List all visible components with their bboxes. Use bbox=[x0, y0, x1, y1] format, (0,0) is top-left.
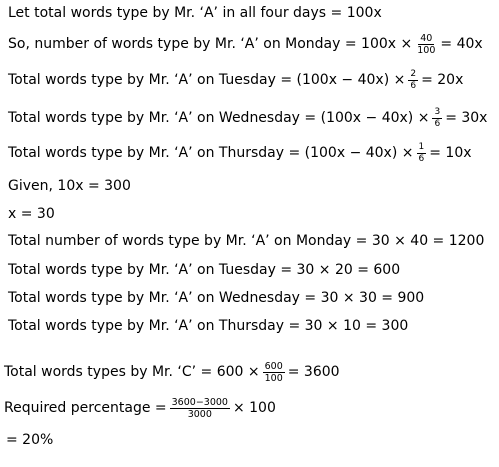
line-required-percentage bbox=[4, 396, 276, 420]
fraction-denominator: 3000 bbox=[187, 408, 212, 420]
line-total-words-assumption bbox=[8, 1, 382, 25]
line-text: Total number of words type by Mr. ‘A’ on Monday = 30 × 40 = 1200 bbox=[8, 233, 485, 249]
fraction bbox=[417, 142, 427, 165]
fraction-denominator: 100 bbox=[417, 44, 436, 56]
line-result: = 40x bbox=[440, 36, 483, 52]
line-text: Total words types by Mr. ‘C’ = 600 × bbox=[4, 364, 260, 380]
line-given bbox=[8, 174, 131, 198]
fraction-denominator: 6 bbox=[410, 80, 417, 91]
fraction bbox=[408, 69, 418, 92]
line-text: Total words type by Mr. ‘A’ on Thursday = 30 × 10 = 300 bbox=[8, 318, 409, 334]
line-mr-c-total bbox=[4, 360, 340, 384]
fraction-numerator: 3600−3000 bbox=[171, 396, 228, 408]
line-thursday-total bbox=[8, 314, 408, 338]
fraction bbox=[170, 397, 230, 420]
line-tuesday-words bbox=[8, 68, 463, 92]
line-result: = 20x bbox=[421, 72, 464, 88]
fraction bbox=[415, 33, 437, 56]
line-text: Required percentage = bbox=[4, 400, 167, 416]
line-text: Total words type by Mr. ‘A’ on Tuesday = (100x − 40x) × bbox=[8, 72, 406, 88]
line-text: x = 30 bbox=[8, 206, 55, 222]
fraction-numerator: 600 bbox=[264, 360, 283, 372]
fraction bbox=[263, 361, 285, 384]
line-result: = 30x bbox=[445, 110, 488, 126]
line-text: Total words type by Mr. ‘A’ on Thursday = (100x − 40x) × bbox=[8, 145, 414, 161]
line-wednesday-total bbox=[8, 286, 424, 310]
line-result: × 100 bbox=[232, 400, 276, 416]
fraction-denominator: 6 bbox=[434, 118, 441, 129]
line-text: Total words type by Mr. ‘A’ on Tuesday = 30 × 20 = 600 bbox=[8, 262, 401, 278]
fraction-numerator: 2 bbox=[410, 68, 417, 79]
line-monday-words bbox=[8, 32, 483, 56]
fraction-denominator: 100 bbox=[264, 372, 283, 384]
line-x-value bbox=[8, 202, 55, 226]
line-result: = 10x bbox=[429, 145, 472, 161]
line-text: Let total words type by Mr. ‘A’ in all four days = 100x bbox=[8, 5, 382, 21]
line-final-answer bbox=[6, 428, 53, 452]
line-tuesday-total bbox=[8, 258, 400, 282]
fraction bbox=[432, 107, 442, 130]
line-wednesday-words bbox=[8, 106, 487, 130]
line-result: = 3600 bbox=[287, 364, 340, 380]
fraction-numerator: 40 bbox=[420, 32, 433, 44]
fraction-numerator: 3 bbox=[434, 106, 441, 117]
line-thursday-words bbox=[8, 141, 472, 165]
line-text: Total words type by Mr. ‘A’ on Wednesday = (100x − 40x) × bbox=[8, 110, 430, 126]
fraction-denominator: 6 bbox=[418, 153, 425, 164]
line-text: = 20% bbox=[6, 432, 54, 448]
line-text: Total words type by Mr. ‘A’ on Wednesday = 30 × 30 = 900 bbox=[8, 290, 425, 306]
line-text: Given, 10x = 300 bbox=[8, 178, 131, 194]
line-text: So, number of words type by Mr. ‘A’ on Monday = 100x × bbox=[8, 36, 413, 52]
line-monday-total bbox=[8, 229, 484, 253]
fraction-numerator: 1 bbox=[418, 141, 425, 152]
